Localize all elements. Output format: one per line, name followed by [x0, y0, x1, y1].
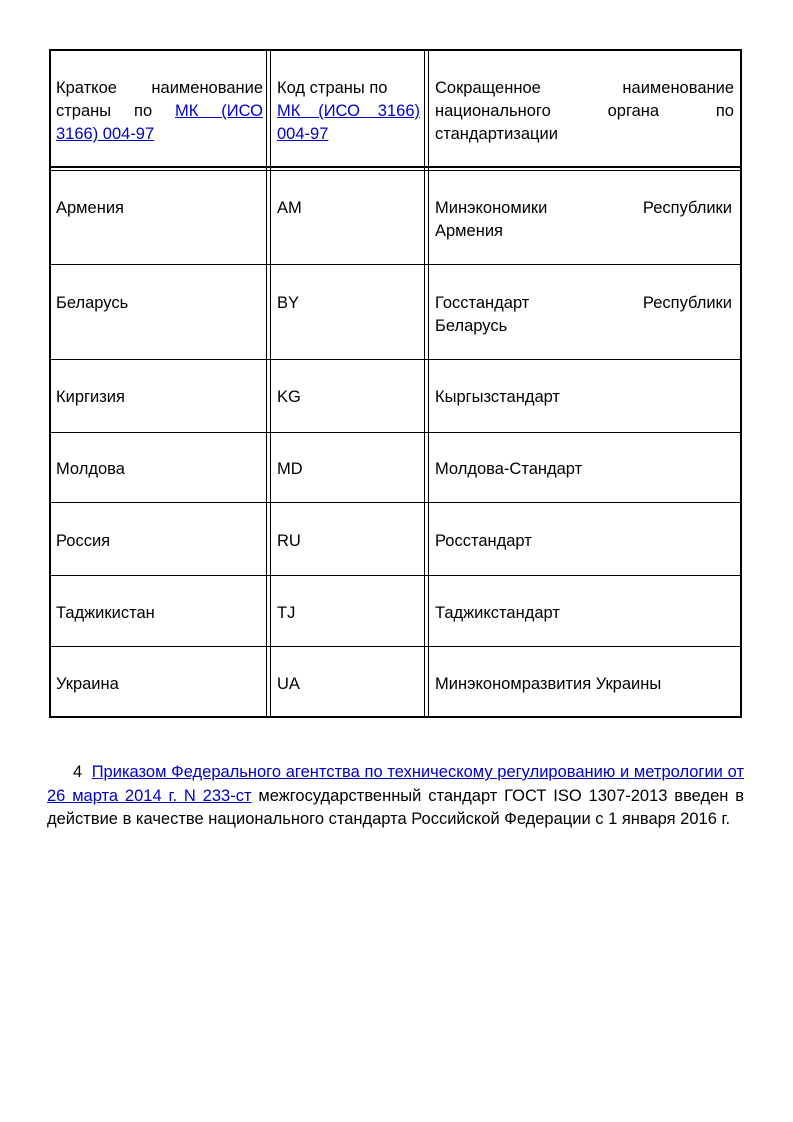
- cell-code: BY: [277, 294, 300, 312]
- table-border: [740, 49, 742, 718]
- standard-link[interactable]: 3166) 004-97: [56, 125, 155, 143]
- header-country-name-line2: страны по МК (ИСО: [56, 102, 263, 120]
- cell-country: Беларусь: [56, 294, 129, 312]
- cell-body-line: Беларусь: [435, 317, 508, 335]
- cell-body: Молдова-Стандарт: [435, 460, 583, 478]
- table-border: [49, 49, 742, 51]
- standard-link[interactable]: 004-97: [277, 125, 329, 143]
- header-body-line: стандартизации: [435, 125, 558, 143]
- table-border: [49, 170, 742, 171]
- cell-body: Кыргызстандарт: [435, 388, 560, 406]
- row-divider: [51, 502, 740, 503]
- table-border: [270, 49, 271, 718]
- row-divider: [51, 575, 740, 576]
- cell-code: MD: [277, 460, 303, 478]
- footnote-paragraph: [47, 761, 744, 832]
- cell-country: Армения: [56, 199, 124, 217]
- note-number: 4: [73, 763, 83, 781]
- cell-code: KG: [277, 388, 301, 406]
- note-text: межгосударственный стандарт ГОСТ ISO 1307-2013 введен в действие в качестве национального стандарта Российской Федерации с 1 января 2016 г.: [47, 786, 744, 828]
- table-border: [266, 49, 267, 718]
- cell-body-line: Армения: [435, 222, 503, 240]
- cell-body: [435, 197, 732, 243]
- header-country-name-line3: [56, 123, 263, 146]
- header-body-line: Сокращенное наименование: [435, 79, 734, 97]
- table-border: [49, 716, 742, 718]
- header-country-name: [56, 77, 263, 146]
- cell-code: RU: [277, 532, 301, 550]
- cell-country: Россия: [56, 532, 111, 550]
- header-code: [277, 77, 420, 146]
- cell-body: Таджикстандарт: [435, 604, 560, 622]
- row-divider: [51, 264, 740, 265]
- standard-link[interactable]: МК (ИСО 3166): [277, 102, 420, 120]
- cell-country: Молдова: [56, 460, 125, 478]
- row-divider: [51, 359, 740, 360]
- header-code-line3: [277, 123, 420, 146]
- header-body-line: национального органа по: [435, 102, 734, 120]
- table-border: [49, 49, 51, 718]
- order-link[interactable]: Приказом Федерального агентства по техническому регулированию и метрологии от 26 марта 2014 г. N 233-ст: [47, 763, 745, 805]
- table-border: [428, 49, 429, 718]
- cell-body-line: Госстандарт Республики: [435, 294, 732, 312]
- cell-body: Минэкономразвития Украины: [435, 675, 662, 693]
- cell-body: Росстандарт: [435, 532, 532, 550]
- table-border: [49, 166, 742, 168]
- cell-code: AM: [277, 199, 302, 217]
- table-border: [424, 49, 425, 718]
- row-divider: [51, 432, 740, 433]
- cell-country: Киргизия: [56, 388, 125, 406]
- cell-body: [435, 292, 732, 338]
- cell-code: TJ: [277, 604, 296, 622]
- cell-body-line: Минэкономики Республики: [435, 199, 732, 217]
- header-country-name-line1: Краткое наименование: [56, 79, 263, 97]
- cell-country: Таджикистан: [56, 604, 155, 622]
- standard-link[interactable]: МК (ИСО: [175, 102, 263, 120]
- cell-country: Украина: [56, 675, 119, 693]
- header-code-line1: Код страны по: [277, 79, 388, 97]
- cell-code: UA: [277, 675, 300, 693]
- header-code-line2: [277, 100, 420, 123]
- header-body: [435, 77, 734, 146]
- row-divider: [51, 646, 740, 647]
